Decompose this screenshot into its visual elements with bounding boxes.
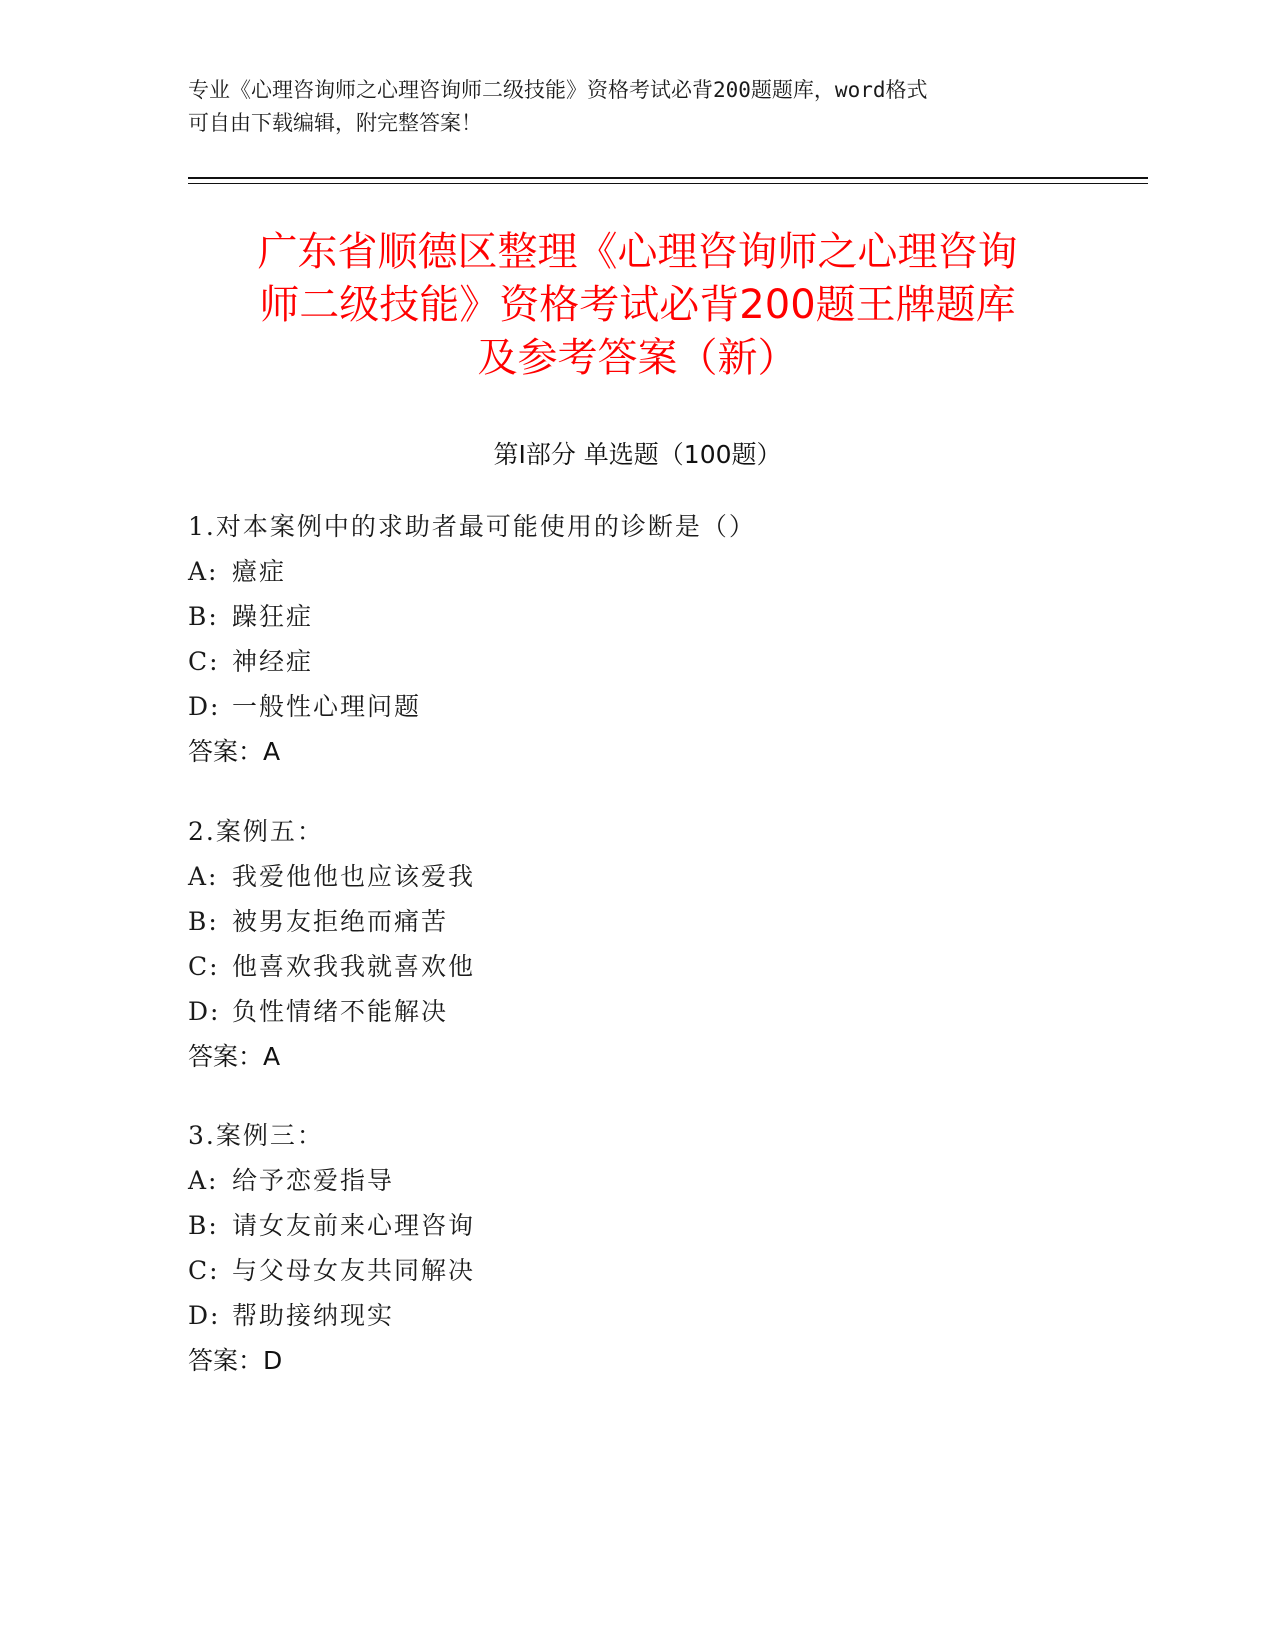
option-text: 请女友前来心理咨询	[232, 1211, 476, 1240]
option-text: 他喜欢我我就喜欢他	[232, 952, 476, 981]
option-text: 躁狂症	[232, 602, 314, 631]
document-title	[150, 226, 1125, 385]
document-title-line-1: 广东省顺德区整理《心理咨询师之心理咨询	[257, 229, 1018, 275]
option-letter: B:	[188, 602, 219, 631]
answer: 答案：A	[188, 737, 281, 766]
option-d	[188, 989, 1088, 1034]
answer: 答案：D	[188, 1346, 283, 1375]
option-text: 被男友拒绝而痛苦	[232, 907, 449, 936]
option-d	[188, 1293, 1088, 1338]
option-text: 给予恋爱指导	[232, 1166, 395, 1195]
option-b	[188, 899, 1088, 944]
option-letter: C:	[188, 647, 220, 676]
option-text: 负性情绪不能解决	[232, 997, 449, 1026]
header-note	[188, 74, 1068, 140]
option-text: 与父母女友共同解决	[232, 1256, 476, 1285]
option-text: 一般性心理问题	[232, 692, 422, 721]
question-stem: 3.案例三：	[188, 1121, 324, 1150]
question-stem: 1.对本案例中的求助者最可能使用的诊断是（）	[188, 512, 756, 541]
option-d	[188, 684, 1088, 729]
document-title-line-3: 及参考答案（新）	[477, 335, 798, 381]
header-divider-thin	[188, 183, 1148, 184]
question-stem: 2.案例五：	[188, 817, 324, 846]
option-text: 癔症	[232, 557, 287, 586]
header-note-line-1: 专业《心理咨询师之心理咨询师二级技能》资格考试必背200题题库，word格式	[188, 78, 928, 102]
option-letter: D:	[188, 997, 221, 1026]
option-a	[188, 854, 1088, 899]
question-1	[188, 504, 1088, 774]
option-letter: C:	[188, 952, 220, 981]
option-c	[188, 639, 1088, 684]
option-letter: C:	[188, 1256, 220, 1285]
option-letter: D:	[188, 692, 221, 721]
option-a	[188, 1158, 1088, 1203]
question-3	[188, 1113, 1088, 1383]
section-title: 第Ⅰ部分 单选题（100题）	[493, 440, 782, 469]
option-text: 神经症	[232, 647, 314, 676]
answer: 答案：A	[188, 1042, 281, 1071]
option-a	[188, 549, 1088, 594]
option-letter: A:	[188, 1166, 219, 1195]
option-b	[188, 1203, 1088, 1248]
option-letter: A:	[188, 557, 219, 586]
option-letter: B:	[188, 907, 219, 936]
option-text: 帮助接纳现实	[232, 1301, 395, 1330]
option-text: 我爱他他也应该爱我	[232, 862, 476, 891]
option-letter: D:	[188, 1301, 221, 1330]
option-b	[188, 594, 1088, 639]
header-note-line-2: 可自由下载编辑，附完整答案！	[188, 111, 482, 135]
option-c	[188, 944, 1088, 989]
option-letter: B:	[188, 1211, 219, 1240]
option-letter: A:	[188, 862, 219, 891]
option-c	[188, 1248, 1088, 1293]
question-2	[188, 809, 1088, 1079]
header-divider-thick	[188, 177, 1148, 179]
document-title-line-2: 师二级技能》资格考试必背200题王牌题库	[259, 282, 1016, 328]
